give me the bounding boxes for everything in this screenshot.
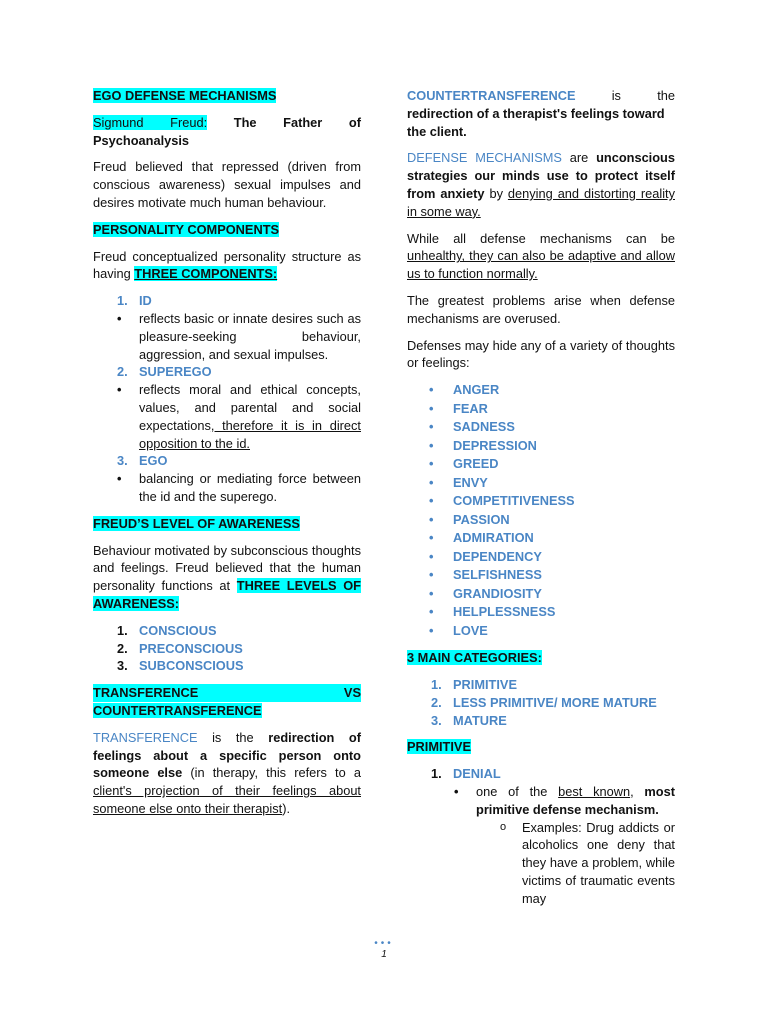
behaviour-paragraph: Behaviour motivated by subconscious thoughts and feelings. Freud believed that the human personality functions at THREE LEVELS OF AWARENESS: bbox=[93, 542, 361, 611]
countertransference-paragraph: COUNTERTRANSFERENCE is the redirection of a therapist's feelings toward the client. bbox=[407, 88, 675, 139]
page-footer bbox=[0, 938, 768, 960]
levels-list bbox=[93, 622, 361, 675]
feeling-item: • PASSION bbox=[407, 511, 675, 530]
heading-primitive: PRIMITIVE bbox=[407, 739, 471, 755]
category-item: 3. MATURE bbox=[431, 712, 507, 728]
heading-personality-components: PERSONALITY COMPONENTS bbox=[93, 221, 280, 237]
left-column bbox=[93, 87, 361, 827]
component-desc: • reflects basic or innate desires such as pleasure-seeking behaviour, aggression, and sexual impulses. bbox=[93, 310, 361, 363]
primitive-list bbox=[407, 765, 675, 907]
footer-dots-icon: ••• bbox=[374, 938, 394, 949]
page-number: 1 bbox=[381, 949, 387, 960]
level-item: 3. SUBCONSCIOUS bbox=[117, 658, 244, 674]
component-desc: • reflects moral and ethical concepts, values, and parental and social expectations, therefore it is in direct opposition to the id. bbox=[93, 381, 361, 452]
category-item: 2. LESS PRIMITIVE/ MORE MATURE bbox=[431, 694, 657, 710]
greatest-problems-paragraph: The greatest problems arise when defense mechanisms are overused. bbox=[407, 292, 675, 326]
feeling-item: • DEPENDENCY bbox=[407, 548, 675, 567]
feeling-item: • ADMIRATION bbox=[407, 529, 675, 548]
level-item: 1. CONSCIOUS bbox=[117, 622, 217, 638]
component-name: ID bbox=[139, 293, 152, 309]
feeling-item: • SELFISHNESS bbox=[407, 566, 675, 585]
heading-main-categories: 3 MAIN CATEGORIES: bbox=[407, 650, 542, 666]
feeling-item: • DEPRESSION bbox=[407, 437, 675, 456]
category-item: 1. PRIMITIVE bbox=[431, 676, 517, 692]
heading-ego-defense: EGO DEFENSE MECHANISMS bbox=[93, 88, 277, 103]
defense-mechanisms-paragraph: DEFENSE MECHANISMS are unconscious strategies our minds use to protect itself from anxiety by denying and distorting reality in some way. bbox=[407, 150, 675, 219]
feelings-list bbox=[407, 381, 675, 640]
denial-example: o Examples: Drug addicts or alcoholics one deny that they have a problem, while victims of traumatic events may bbox=[476, 819, 675, 908]
feeling-item: • FEAR bbox=[407, 400, 675, 419]
three-components-highlight: THREE COMPONENTS: bbox=[134, 266, 278, 282]
right-column bbox=[407, 87, 675, 908]
component-desc: • balancing or mediating force between the id and the superego. bbox=[93, 470, 361, 506]
freud-name: Sigmund Freud: bbox=[93, 114, 208, 130]
feeling-item: • GRANDIOSITY bbox=[407, 585, 675, 604]
component-name: EGO bbox=[139, 453, 168, 469]
level-item: 2. PRECONSCIOUS bbox=[117, 640, 243, 656]
feeling-item: • ENVY bbox=[407, 474, 675, 493]
categories-list bbox=[407, 676, 675, 729]
component-superego: 2. SUPEREGO • reflects moral and ethical concepts, values, and parental and social expectations, therefore it is in direct opposition to the id. bbox=[93, 363, 361, 452]
denial-desc: • one of the best known, most primitive defense mechanism. o Examples: Drug addicts or alcoholics one deny that they have a problem, while victims of traumatic events may bbox=[430, 783, 675, 908]
freud-believed-paragraph: Freud believed that repressed (driven from conscious awareness) sexual impulses and desires motivate much human behaviour. bbox=[93, 159, 361, 210]
freud-title-line bbox=[93, 114, 361, 150]
conceptualized-paragraph: Freud conceptualized personality structure as having THREE COMPONENTS: bbox=[93, 248, 361, 282]
heading-transference-vs: TRANSFERENCE VS COUNTERTRANSFERENCE bbox=[93, 685, 361, 718]
freud-title: The Father of Psychoanalysis bbox=[93, 114, 361, 148]
component-name: SUPEREGO bbox=[139, 364, 212, 380]
feeling-item: • COMPETITIVENESS bbox=[407, 492, 675, 511]
feeling-item: • SADNESS bbox=[407, 418, 675, 437]
three-levels-highlight: THREE LEVELS OF AWARENESS: bbox=[93, 578, 361, 611]
component-ego: 3. EGO • balancing or mediating force between the id and the superego. bbox=[93, 452, 361, 505]
transference-paragraph: TRANSFERENCE is the redirection of feelings about a specific person onto someone else (in therapy, this refers to a client's projection of their feelings about someone else onto their therapist). bbox=[93, 729, 361, 816]
defenses-hide-paragraph: Defenses may hide any of a variety of thoughts or feelings: bbox=[407, 337, 675, 371]
while-paragraph: While all defense mechanisms can be unhealthy, they can also be adaptive and allow us to function normally. bbox=[407, 230, 675, 282]
heading-level-of-awareness: FREUD’S LEVEL OF AWARENESS bbox=[93, 515, 300, 531]
component-id: 1. ID • reflects basic or innate desires such as pleasure-seeking behaviour, aggression, and sexual impulses. bbox=[93, 292, 361, 363]
feeling-item: • LOVE bbox=[407, 622, 675, 641]
components-list bbox=[93, 292, 361, 506]
feeling-item: • GREED bbox=[407, 455, 675, 474]
denial-item: 1. DENIAL • one of the best known, most primitive defense mechanism. o Examples: Drug addicts or alcoholics one deny that they have a problem, while victims of traumatic events may bbox=[407, 765, 675, 907]
feeling-item: • ANGER bbox=[407, 381, 675, 400]
feeling-item: • HELPLESSNESS bbox=[407, 603, 675, 622]
